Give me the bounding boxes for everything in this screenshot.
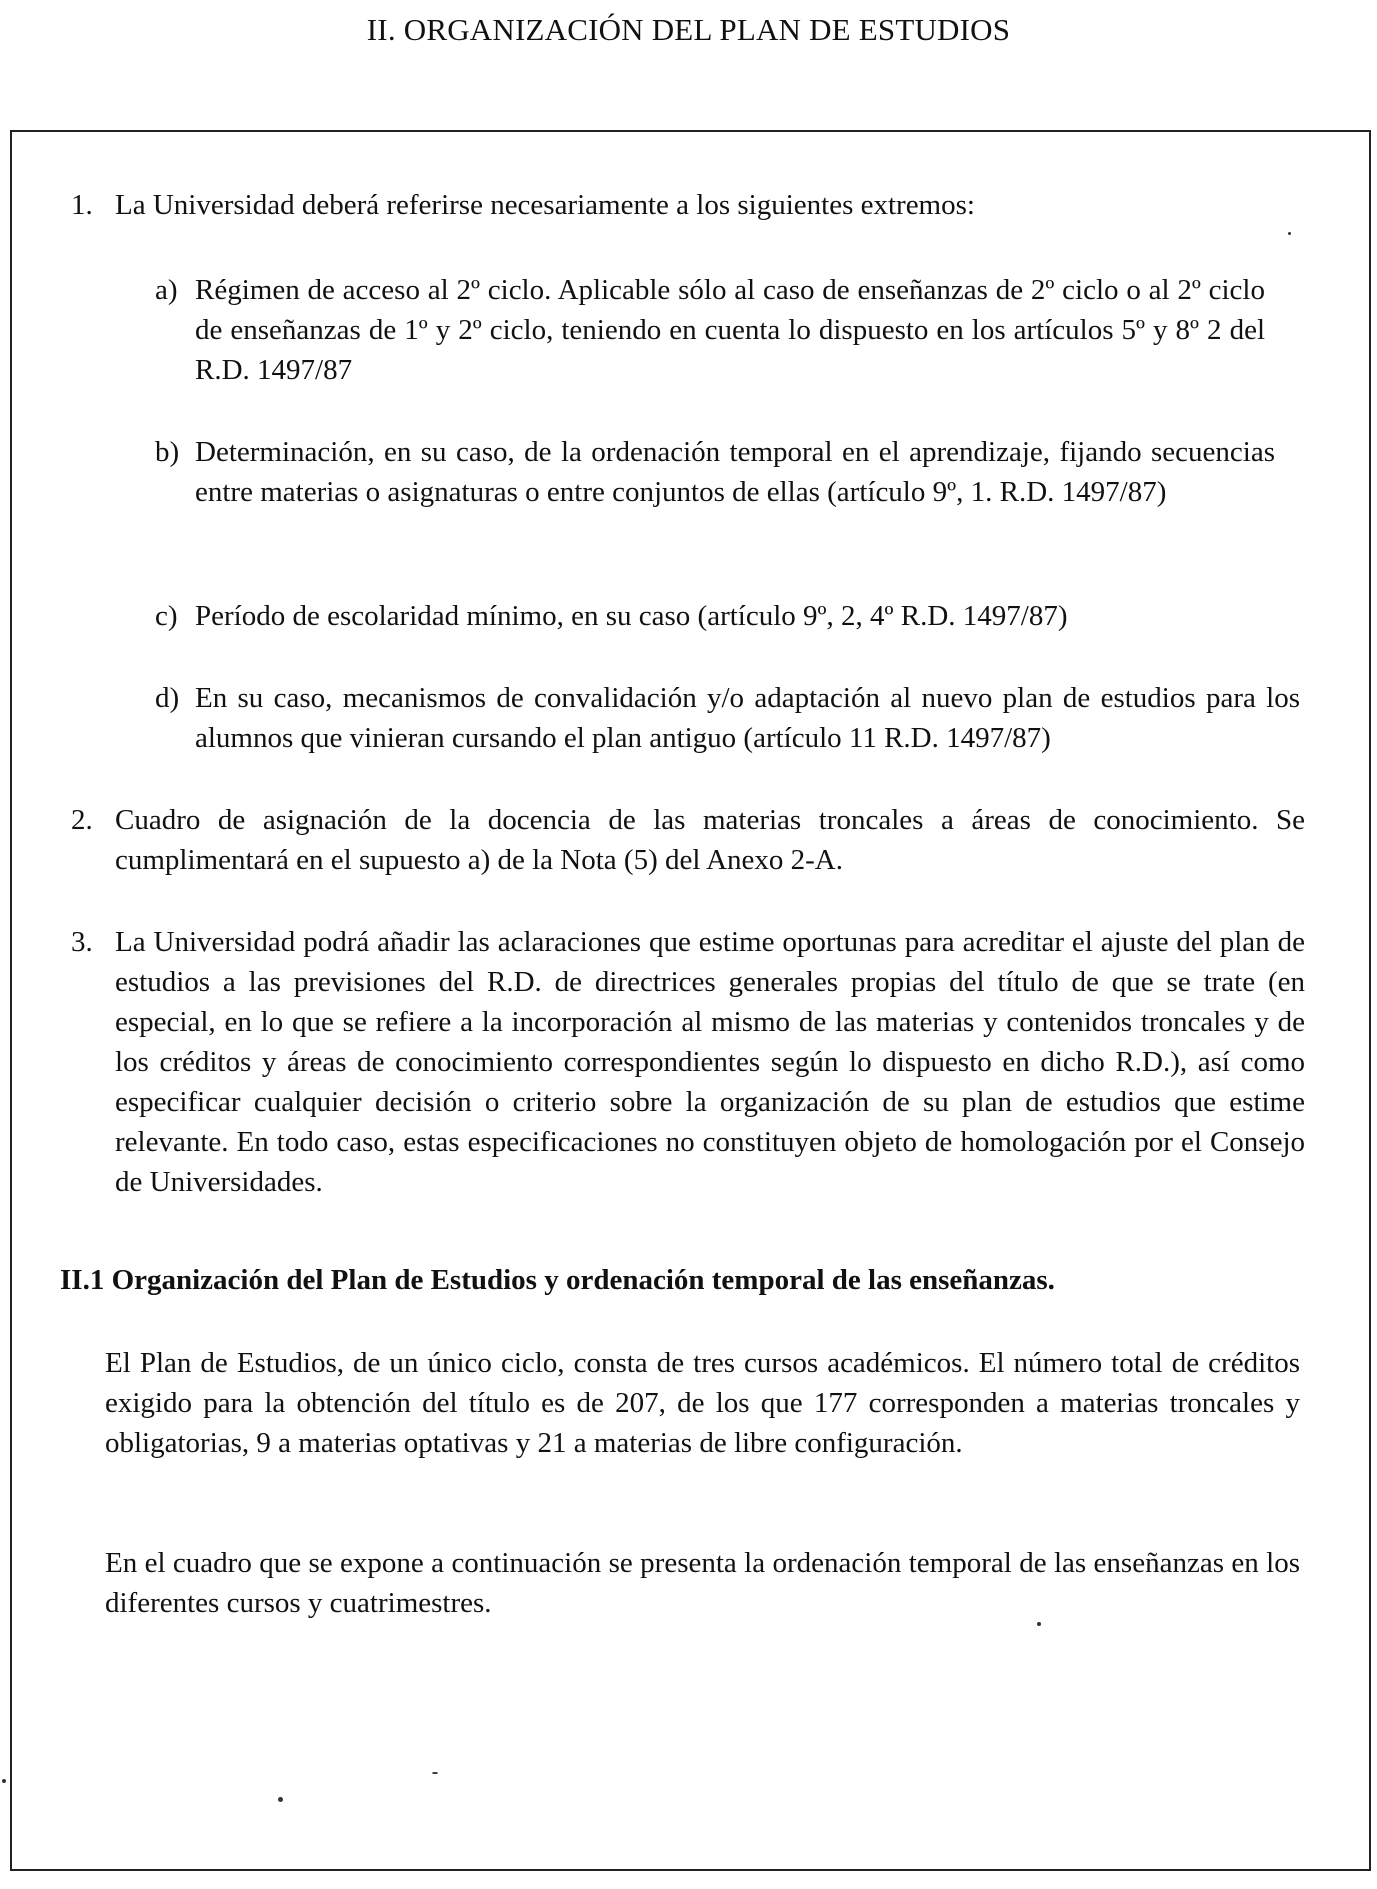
list-item-number: 1. (71, 189, 93, 221)
sub-item-text: Régimen de acceso al 2º ciclo. Aplicable sólo al caso de enseñanzas de 2º ciclo o al 2º ciclo de enseñanzas de 1º y 2º ciclo, teniendo en cuenta lo dispuesto en los artículos 5º y 8º 2 del R.D. 1497/87 (195, 274, 1265, 386)
section-paragraph-1: El Plan de Estudios, de un único ciclo, consta de tres cursos académicos. El número total de créditos exigido para la obtención del título es de 207, de los que 177 corresponden a materias troncales y obligatorias, 9 a materias optativas y 21 a materias de libre configuración. (105, 1347, 1300, 1459)
scan-speck (432, 1772, 438, 1774)
list-item-1 (71, 185, 1305, 225)
page-title: II. ORGANIZACIÓN DEL PLAN DE ESTUDIOS (366, 12, 1011, 47)
section-paragraph-2: En el cuadro que se expone a continuación se presenta la ordenación temporal de las enseñanzas en los diferentes cursos y cuatrimestres. (105, 1547, 1300, 1619)
sub-item-d (155, 678, 1300, 758)
list-item-text: La Universidad podrá añadir las aclaraciones que estime oportunas para acreditar el ajuste del plan de estudios a las previsiones del R.D. de directrices generales propias del título de que se trate (en especial, en lo que se refiere a la incorporación al mismo de las materias y contenidos troncales y de los créditos y áreas de conocimiento correspondientes según lo dispuesto en dicho R.D.), así como especificar cualquier decisión o criterio sobre la organización de su plan de estudios que estime relevante. En todo caso, estas especificaciones no constituyen objeto de homologación por el Consejo de Universidades. (115, 926, 1305, 1198)
list-item-text: La Universidad deberá referirse necesariamente a los siguientes extremos: (115, 189, 975, 221)
list-item-number: 3. (71, 926, 93, 958)
scan-speck (1288, 232, 1291, 235)
list-item-2 (71, 800, 1305, 880)
sub-item-text: Determinación, en su caso, de la ordenación temporal en el aprendizaje, fijando secuencias entre materias o asignaturas o entre conjuntos de ellas (artículo 9º, 1. R.D. 1497/87) (195, 436, 1275, 508)
sub-item-letter: c) (155, 600, 178, 632)
sub-item-c (155, 596, 1275, 636)
list-item-text: Cuadro de asignación de la docencia de las materias troncales a áreas de conocimiento. Se cumplimentará en el supuesto a) de la Nota (5) del Anexo 2-A. (115, 804, 1305, 876)
sub-item-text: En su caso, mecanismos de convalidación y/o adaptación al nuevo plan de estudios para los alumnos que vinieran cursando el plan antiguo (artículo 11 R.D. 1497/87) (195, 682, 1300, 754)
section-heading: II.1 Organización del Plan de Estudios y ordenación temporal de las enseñanzas. (60, 1264, 1055, 1296)
sub-item-a (155, 270, 1265, 390)
scan-speck (2, 1779, 6, 1783)
sub-item-letter: a) (155, 274, 178, 306)
sub-item-letter: b) (155, 436, 180, 468)
list-item-number: 2. (71, 804, 93, 836)
list-item-3 (71, 922, 1305, 1202)
scan-speck (278, 1797, 283, 1802)
sub-item-text: Período de escolaridad mínimo, en su caso (artículo 9º, 2, 4º R.D. 1497/87) (195, 600, 1068, 632)
scan-speck (1037, 1622, 1041, 1626)
sub-item-b (155, 432, 1275, 512)
sub-item-letter: d) (155, 682, 180, 714)
